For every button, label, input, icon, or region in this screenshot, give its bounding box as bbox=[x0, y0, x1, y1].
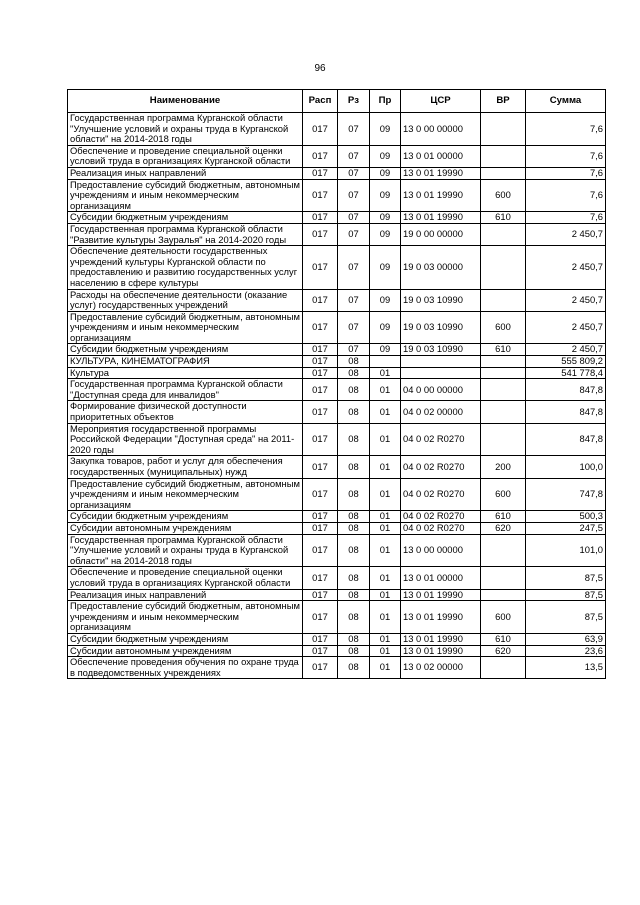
cell-rz: 08 bbox=[338, 367, 370, 379]
cell-vr bbox=[481, 113, 526, 146]
cell-rasp: 017 bbox=[303, 344, 338, 356]
cell-name: Закупка товаров, работ и услуг для обеспечения государственных (муниципальных) нужд bbox=[68, 456, 303, 478]
cell-name: Обеспечение и проведение специальной оценки условий труда в организациях Курганской области bbox=[68, 567, 303, 589]
cell-rz: 08 bbox=[338, 645, 370, 657]
table-row bbox=[68, 534, 606, 567]
cell-pr: 01 bbox=[370, 401, 401, 423]
cell-sum: 87,5 bbox=[526, 601, 606, 634]
cell-vr bbox=[481, 534, 526, 567]
cell-vr: 610 bbox=[481, 511, 526, 523]
cell-rasp: 017 bbox=[303, 567, 338, 589]
cell-rasp: 017 bbox=[303, 478, 338, 511]
cell-rz: 07 bbox=[338, 289, 370, 311]
cell-name: Государственная программа Курганской области "Улучшение условий и охраны труда в Курганской области" на 2014-2018 годы bbox=[68, 113, 303, 146]
cell-name: Реализация иных направлений bbox=[68, 589, 303, 601]
cell-rasp: 017 bbox=[303, 423, 338, 456]
cell-csr: 13 0 02 00000 bbox=[401, 657, 481, 679]
table-row bbox=[68, 456, 606, 478]
cell-csr: 19 0 03 10990 bbox=[401, 344, 481, 356]
table-row bbox=[68, 179, 606, 212]
table-row bbox=[68, 567, 606, 589]
cell-sum: 7,6 bbox=[526, 179, 606, 212]
cell-csr: 04 0 02 R0270 bbox=[401, 478, 481, 511]
cell-sum: 555 809,2 bbox=[526, 356, 606, 368]
cell-rasp: 017 bbox=[303, 356, 338, 368]
cell-rasp: 017 bbox=[303, 379, 338, 401]
header-rasp: Расп bbox=[303, 90, 338, 113]
table-row bbox=[68, 311, 606, 344]
cell-rz: 08 bbox=[338, 534, 370, 567]
cell-pr: 01 bbox=[370, 522, 401, 534]
cell-name: Предоставление субсидий бюджетным, автономным учреждениям и иным некоммерческим организациям bbox=[68, 179, 303, 212]
cell-pr: 01 bbox=[370, 645, 401, 657]
table-row bbox=[68, 645, 606, 657]
cell-rasp: 017 bbox=[303, 522, 338, 534]
cell-sum: 747,8 bbox=[526, 478, 606, 511]
cell-sum: 7,6 bbox=[526, 167, 606, 179]
cell-sum: 247,5 bbox=[526, 522, 606, 534]
cell-rasp: 017 bbox=[303, 589, 338, 601]
cell-csr: 19 0 03 00000 bbox=[401, 246, 481, 289]
cell-sum: 7,6 bbox=[526, 113, 606, 146]
cell-name: Субсидии бюджетным учреждениям bbox=[68, 344, 303, 356]
table-row bbox=[68, 478, 606, 511]
cell-pr: 01 bbox=[370, 567, 401, 589]
cell-rz: 08 bbox=[338, 633, 370, 645]
header-name: Наименование bbox=[68, 90, 303, 113]
cell-csr: 04 0 00 00000 bbox=[401, 379, 481, 401]
cell-rz: 08 bbox=[338, 356, 370, 368]
cell-sum: 63,9 bbox=[526, 633, 606, 645]
cell-rasp: 017 bbox=[303, 367, 338, 379]
cell-name: Государственная программа Курганской области "Доступная среда для инвалидов" bbox=[68, 379, 303, 401]
table-row bbox=[68, 401, 606, 423]
cell-rz: 08 bbox=[338, 423, 370, 456]
cell-rasp: 017 bbox=[303, 167, 338, 179]
cell-name: Обеспечение деятельности государственных учреждений культуры Курганской области по предоставлению и развитию государственных услуг населению в сфере культуры bbox=[68, 246, 303, 289]
cell-pr: 01 bbox=[370, 633, 401, 645]
cell-vr bbox=[481, 367, 526, 379]
cell-csr: 19 0 03 10990 bbox=[401, 289, 481, 311]
cell-name: Государственная программа Курганской области "Развитие культуры Зауралья" на 2014-2020 годы bbox=[68, 223, 303, 245]
cell-vr: 610 bbox=[481, 212, 526, 224]
cell-sum: 100,0 bbox=[526, 456, 606, 478]
cell-rasp: 017 bbox=[303, 534, 338, 567]
cell-csr: 04 0 02 R0270 bbox=[401, 423, 481, 456]
cell-sum: 2 450,7 bbox=[526, 246, 606, 289]
cell-csr bbox=[401, 367, 481, 379]
cell-name: Культура bbox=[68, 367, 303, 379]
cell-pr: 09 bbox=[370, 179, 401, 212]
table-row bbox=[68, 379, 606, 401]
cell-pr: 09 bbox=[370, 167, 401, 179]
cell-rz: 08 bbox=[338, 589, 370, 601]
page-number: 96 bbox=[314, 63, 326, 74]
cell-name: Субсидии бюджетным учреждениям bbox=[68, 633, 303, 645]
cell-pr: 09 bbox=[370, 223, 401, 245]
cell-sum: 87,5 bbox=[526, 567, 606, 589]
cell-vr: 620 bbox=[481, 645, 526, 657]
cell-rasp: 017 bbox=[303, 289, 338, 311]
cell-csr: 13 0 00 00000 bbox=[401, 113, 481, 146]
cell-csr: 13 0 01 19990 bbox=[401, 633, 481, 645]
cell-csr: 13 0 01 19990 bbox=[401, 179, 481, 212]
cell-rasp: 017 bbox=[303, 145, 338, 167]
cell-pr: 01 bbox=[370, 601, 401, 634]
cell-name: Субсидии автономным учреждениям bbox=[68, 522, 303, 534]
cell-rz: 08 bbox=[338, 456, 370, 478]
table-row bbox=[68, 589, 606, 601]
cell-csr: 04 0 02 R0270 bbox=[401, 511, 481, 523]
header-row bbox=[68, 90, 606, 113]
cell-rasp: 017 bbox=[303, 113, 338, 146]
cell-rz: 08 bbox=[338, 567, 370, 589]
cell-rz: 08 bbox=[338, 401, 370, 423]
cell-vr bbox=[481, 423, 526, 456]
cell-vr bbox=[481, 356, 526, 368]
cell-vr bbox=[481, 246, 526, 289]
cell-pr: 01 bbox=[370, 456, 401, 478]
cell-vr: 600 bbox=[481, 311, 526, 344]
cell-vr bbox=[481, 567, 526, 589]
cell-csr: 13 0 00 00000 bbox=[401, 534, 481, 567]
cell-name: Субсидии бюджетным учреждениям bbox=[68, 212, 303, 224]
header-vr: ВР bbox=[481, 90, 526, 113]
cell-sum: 23,6 bbox=[526, 645, 606, 657]
cell-name: Предоставление субсидий бюджетным, автономным учреждениям и иным некоммерческим организациям bbox=[68, 311, 303, 344]
cell-sum: 101,0 bbox=[526, 534, 606, 567]
cell-rasp: 017 bbox=[303, 179, 338, 212]
cell-name: Государственная программа Курганской области "Улучшение условий и охраны труда в Курганской области" на 2014-2018 годы bbox=[68, 534, 303, 567]
cell-vr: 200 bbox=[481, 456, 526, 478]
header-sum: Сумма bbox=[526, 90, 606, 113]
cell-pr: 09 bbox=[370, 145, 401, 167]
cell-name: Расходы на обеспечение деятельности (оказание услуг) государственных учреждений bbox=[68, 289, 303, 311]
cell-pr: 09 bbox=[370, 113, 401, 146]
cell-csr: 13 0 01 19990 bbox=[401, 167, 481, 179]
cell-pr: 01 bbox=[370, 423, 401, 456]
cell-rasp: 017 bbox=[303, 212, 338, 224]
cell-csr: 19 0 00 00000 bbox=[401, 223, 481, 245]
header-pr: Пр bbox=[370, 90, 401, 113]
cell-rasp: 017 bbox=[303, 401, 338, 423]
cell-pr: 01 bbox=[370, 657, 401, 679]
cell-csr: 13 0 01 19990 bbox=[401, 589, 481, 601]
cell-csr: 13 0 01 19990 bbox=[401, 212, 481, 224]
cell-name: Предоставление субсидий бюджетным, автономным учреждениям и иным некоммерческим организациям bbox=[68, 478, 303, 511]
cell-rz: 07 bbox=[338, 145, 370, 167]
cell-pr: 01 bbox=[370, 478, 401, 511]
table-row bbox=[68, 344, 606, 356]
cell-rasp: 017 bbox=[303, 645, 338, 657]
budget-table bbox=[67, 89, 606, 679]
cell-csr: 13 0 01 00000 bbox=[401, 145, 481, 167]
cell-pr bbox=[370, 356, 401, 368]
cell-vr bbox=[481, 657, 526, 679]
cell-sum: 2 450,7 bbox=[526, 289, 606, 311]
cell-rasp: 017 bbox=[303, 246, 338, 289]
table-row bbox=[68, 212, 606, 224]
table-row bbox=[68, 511, 606, 523]
table-row bbox=[68, 633, 606, 645]
cell-name: Мероприятия государственной программы Российской Федерации "Доступная среда" на 2011-2020 годы bbox=[68, 423, 303, 456]
cell-vr: 610 bbox=[481, 633, 526, 645]
table-row bbox=[68, 145, 606, 167]
cell-vr bbox=[481, 167, 526, 179]
header-csr: ЦСР bbox=[401, 90, 481, 113]
header-rz: Рз bbox=[338, 90, 370, 113]
table-row bbox=[68, 223, 606, 245]
cell-rz: 08 bbox=[338, 379, 370, 401]
cell-sum: 13,5 bbox=[526, 657, 606, 679]
cell-pr: 01 bbox=[370, 534, 401, 567]
cell-vr bbox=[481, 289, 526, 311]
cell-rz: 07 bbox=[338, 113, 370, 146]
cell-name: Формирование физической доступности приоритетных объектов bbox=[68, 401, 303, 423]
cell-csr: 13 0 01 19990 bbox=[401, 601, 481, 634]
cell-name: Реализация иных направлений bbox=[68, 167, 303, 179]
cell-vr: 620 bbox=[481, 522, 526, 534]
cell-vr: 610 bbox=[481, 344, 526, 356]
cell-sum: 847,8 bbox=[526, 423, 606, 456]
cell-rz: 07 bbox=[338, 223, 370, 245]
cell-rz: 08 bbox=[338, 478, 370, 511]
table-row bbox=[68, 423, 606, 456]
cell-rz: 07 bbox=[338, 212, 370, 224]
table-row bbox=[68, 522, 606, 534]
table-row bbox=[68, 657, 606, 679]
cell-vr bbox=[481, 589, 526, 601]
cell-vr: 600 bbox=[481, 601, 526, 634]
table-row bbox=[68, 289, 606, 311]
cell-name: Обеспечение проведения обучения по охране труда в подведомственных учреждениях bbox=[68, 657, 303, 679]
table-row bbox=[68, 246, 606, 289]
cell-csr: 04 0 02 R0270 bbox=[401, 456, 481, 478]
cell-sum: 2 450,7 bbox=[526, 344, 606, 356]
cell-rasp: 017 bbox=[303, 633, 338, 645]
cell-sum: 7,6 bbox=[526, 212, 606, 224]
cell-vr bbox=[481, 223, 526, 245]
cell-rz: 08 bbox=[338, 601, 370, 634]
table-row bbox=[68, 367, 606, 379]
cell-rz: 07 bbox=[338, 344, 370, 356]
table-row bbox=[68, 356, 606, 368]
cell-vr: 600 bbox=[481, 179, 526, 212]
cell-rz: 08 bbox=[338, 522, 370, 534]
cell-sum: 541 778,4 bbox=[526, 367, 606, 379]
cell-name: Обеспечение и проведение специальной оценки условий труда в организациях Курганской области bbox=[68, 145, 303, 167]
cell-csr: 04 0 02 00000 bbox=[401, 401, 481, 423]
cell-sum: 2 450,7 bbox=[526, 311, 606, 344]
cell-sum: 87,5 bbox=[526, 589, 606, 601]
cell-sum: 500,3 bbox=[526, 511, 606, 523]
cell-vr bbox=[481, 401, 526, 423]
cell-csr: 04 0 02 R0270 bbox=[401, 522, 481, 534]
cell-pr: 09 bbox=[370, 311, 401, 344]
cell-rz: 08 bbox=[338, 511, 370, 523]
cell-csr: 13 0 01 00000 bbox=[401, 567, 481, 589]
cell-vr bbox=[481, 379, 526, 401]
cell-pr: 09 bbox=[370, 344, 401, 356]
cell-pr: 01 bbox=[370, 379, 401, 401]
cell-rasp: 017 bbox=[303, 657, 338, 679]
cell-csr: 19 0 03 10990 bbox=[401, 311, 481, 344]
cell-pr: 09 bbox=[370, 212, 401, 224]
cell-pr: 09 bbox=[370, 246, 401, 289]
cell-rasp: 017 bbox=[303, 456, 338, 478]
cell-name: Предоставление субсидий бюджетным, автономным учреждениям и иным некоммерческим организациям bbox=[68, 601, 303, 634]
cell-rz: 07 bbox=[338, 179, 370, 212]
cell-sum: 847,8 bbox=[526, 379, 606, 401]
cell-rz: 07 bbox=[338, 167, 370, 179]
table-row bbox=[68, 601, 606, 634]
table-row bbox=[68, 167, 606, 179]
cell-sum: 847,8 bbox=[526, 401, 606, 423]
cell-rasp: 017 bbox=[303, 601, 338, 634]
cell-csr bbox=[401, 356, 481, 368]
cell-sum: 7,6 bbox=[526, 145, 606, 167]
cell-rasp: 017 bbox=[303, 311, 338, 344]
cell-name: Субсидии бюджетным учреждениям bbox=[68, 511, 303, 523]
cell-sum: 2 450,7 bbox=[526, 223, 606, 245]
cell-rasp: 017 bbox=[303, 223, 338, 245]
cell-pr: 01 bbox=[370, 589, 401, 601]
cell-rasp: 017 bbox=[303, 511, 338, 523]
cell-pr: 09 bbox=[370, 289, 401, 311]
cell-pr: 01 bbox=[370, 367, 401, 379]
cell-csr: 13 0 01 19990 bbox=[401, 645, 481, 657]
cell-rz: 07 bbox=[338, 246, 370, 289]
cell-name: Субсидии автономным учреждениям bbox=[68, 645, 303, 657]
cell-vr bbox=[481, 145, 526, 167]
cell-vr: 600 bbox=[481, 478, 526, 511]
cell-pr: 01 bbox=[370, 511, 401, 523]
table-row bbox=[68, 113, 606, 146]
cell-name: КУЛЬТУРА, КИНЕМАТОГРАФИЯ bbox=[68, 356, 303, 368]
cell-rz: 08 bbox=[338, 657, 370, 679]
cell-rz: 07 bbox=[338, 311, 370, 344]
